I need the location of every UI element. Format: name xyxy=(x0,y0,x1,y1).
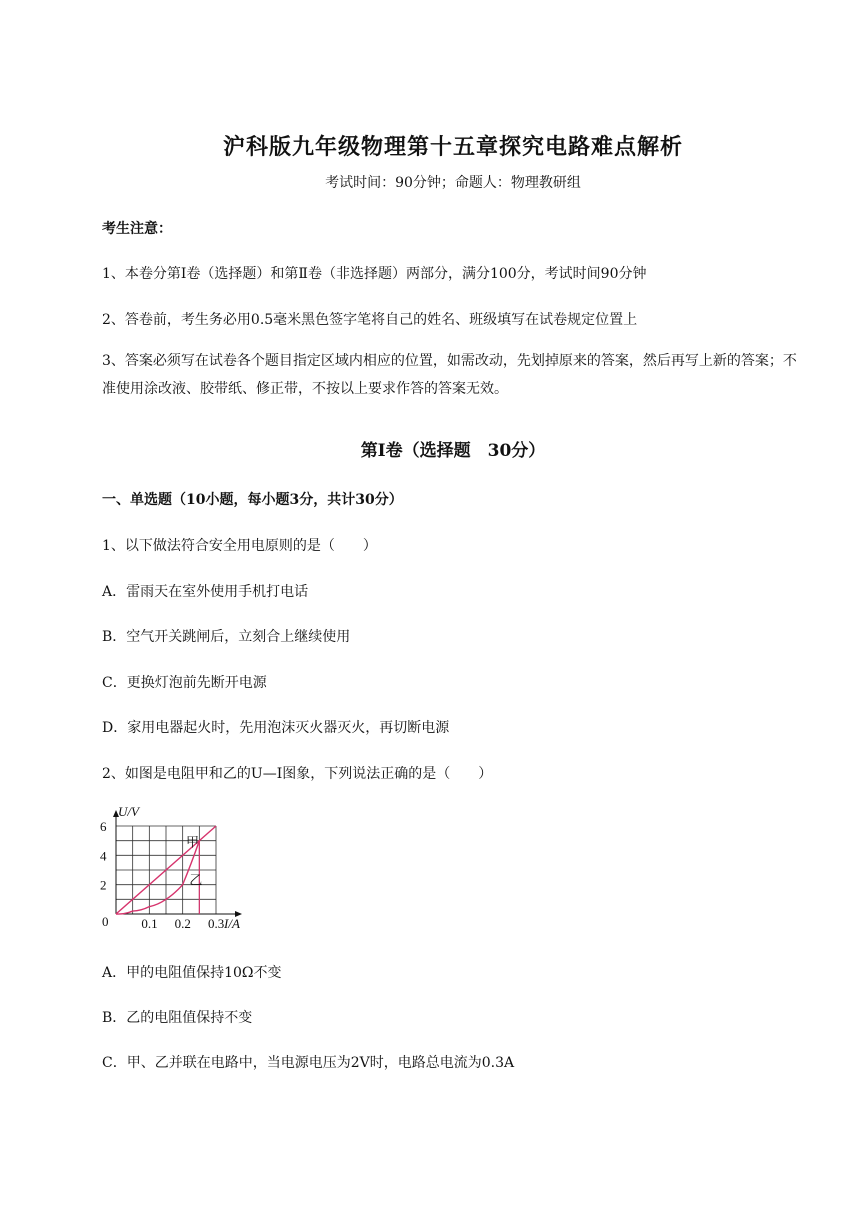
section-title: 第Ⅰ卷（选择题 30分） xyxy=(360,441,546,461)
y-tick-label: 6 xyxy=(100,819,107,834)
notice-item-1: 1、本卷分第Ⅰ卷（选择题）和第Ⅱ卷（非选择题）两部分，满分100分，考试时间90分钟 xyxy=(102,266,647,282)
notice-item-3: 3、答案必须写在试卷各个题目指定区域内相应的位置，如需改动，先划掉原来的答案，然后再写上新的答案；不准使用涂改液、胶带纸、修正带，不按以上要求作答的答案无效。 xyxy=(102,353,797,397)
x-tick-label: 0.3 xyxy=(208,916,225,931)
chart-labels xyxy=(100,806,240,931)
question-1-option-c: C．更换灯泡前先断开电源 xyxy=(102,675,267,691)
exam-info: 考试时间：90分钟；命题人：物理教研组 xyxy=(325,175,581,191)
question-2-option-c: C．甲、乙并联在电路中，当电源电压为2V时，电路总电流为0.3A xyxy=(102,1055,515,1071)
origin-label: 0 xyxy=(102,914,109,929)
question-1-option-b: B．空气开关跳闸后，立刻合上继续使用 xyxy=(102,629,351,645)
x-tick-label: 0.2 xyxy=(174,916,191,931)
series-label-yi: 乙 xyxy=(189,872,203,888)
series-label-jia: 甲 xyxy=(186,834,200,850)
part-title: 一、单选题（10小题，每小题3分，共计30分） xyxy=(102,492,403,508)
page-title: 沪科版九年级物理第十五章探究电路难点解析 xyxy=(222,134,683,160)
y-axis-label: U/V xyxy=(118,806,139,819)
y-tick-label: 4 xyxy=(100,848,107,864)
question-2-option-b: B．乙的电阻值保持不变 xyxy=(102,1010,253,1026)
question-2-option-a: A．甲的电阻值保持10Ω不变 xyxy=(102,965,282,981)
u-i-graph xyxy=(98,806,268,936)
question-1-stem: 1、以下做法符合安全用电原则的是（ ） xyxy=(102,538,377,554)
y-tick-label: 2 xyxy=(100,877,107,893)
question-1-option-d: D．家用电器起火时，先用泡沫灭火器灭火，再切断电源 xyxy=(102,720,450,736)
notice-heading: 考生注意： xyxy=(102,221,172,237)
question-2-stem: 2、如图是电阻甲和乙的U—I图象，下列说法正确的是（ ） xyxy=(102,766,493,782)
x-axis-label: I/A xyxy=(224,916,240,931)
x-tick-label: 0.1 xyxy=(141,916,158,931)
question-1-option-a: A．雷雨天在室外使用手机打电话 xyxy=(102,584,309,600)
notice-item-2: 2、答卷前，考生务必用0.5毫米黑色签字笔将自己的姓名、班级填写在试卷规定位置上 xyxy=(102,312,638,328)
